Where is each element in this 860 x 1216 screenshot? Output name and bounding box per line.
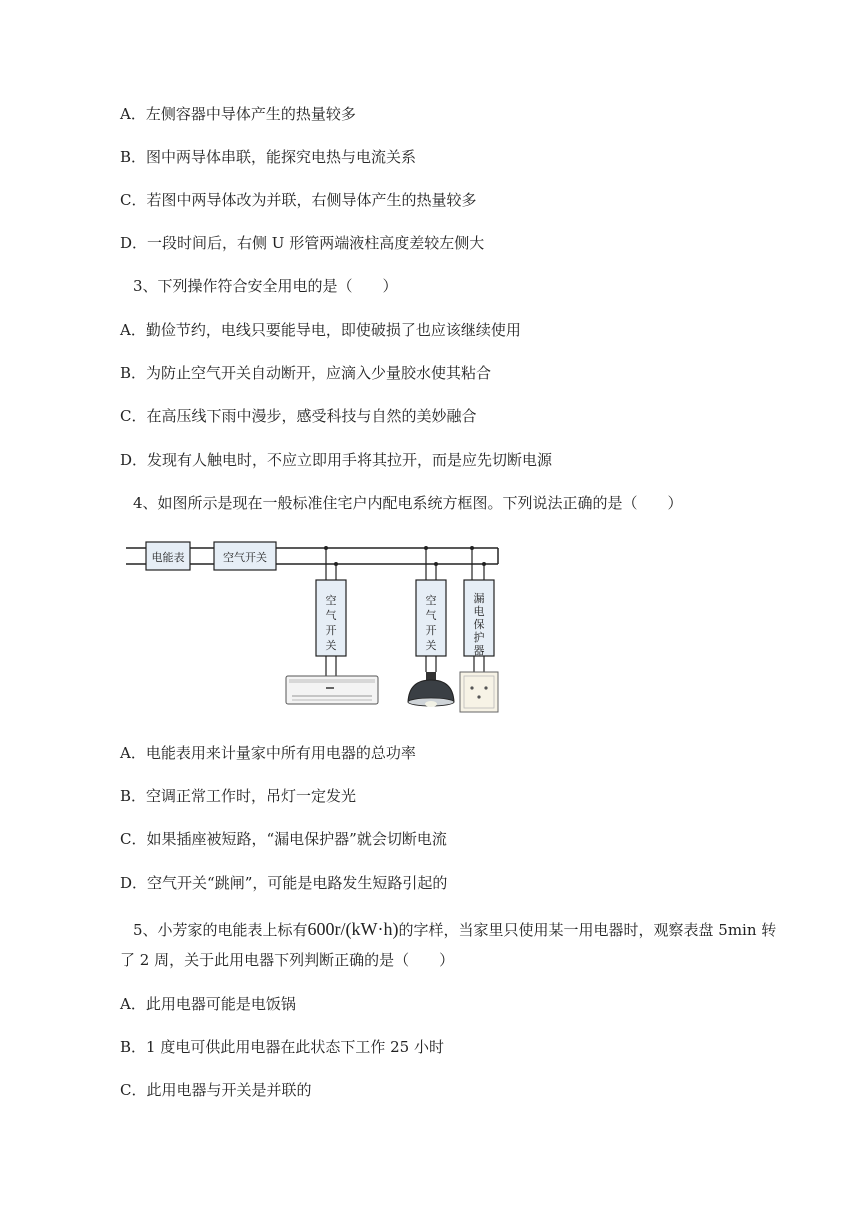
- vertical-label-text: 空气开关: [325, 594, 337, 652]
- wall-socket-icon: [460, 672, 498, 712]
- q4-option-d: D．空气开关“跳闸”，可能是电路发生短路引起的: [120, 874, 448, 892]
- q5-meter-constant: 600r/(kW·h): [307, 919, 399, 939]
- meter-label: 电能表: [151, 551, 185, 564]
- q5-option-c: C．此用电器与开关是并联的: [120, 1081, 312, 1099]
- main-breaker-label: 空气开关: [223, 551, 267, 564]
- q3-option-c: C．在高压线下雨中漫步，感受科技与自然的美妙融合: [120, 407, 477, 425]
- q4-stem: 4、如图所示是现在一般标准住宅户内配电系统方框图。下列说法正确的是（ ）: [133, 494, 683, 512]
- q2-option-a: A．左侧容器中导体产生的热量较多: [120, 105, 356, 123]
- q5-option-a: A．此用电器可能是电饭锅: [120, 995, 296, 1013]
- q5-stem-line2: 了 2 周，关于此用电器下列判断正确的是（ ）: [120, 951, 455, 969]
- q3-stem: 3、下列操作符合安全用电的是（ ）: [133, 277, 398, 295]
- q5-stem: [133, 919, 776, 940]
- vertical-label-text: 漏电保护器: [473, 592, 485, 657]
- distribution-diagram: [126, 536, 506, 718]
- q3-option-d: D．发现有人触电时，不应立即用手将其拉开，而是应先切断电源: [120, 451, 553, 469]
- vertical-label-text: 空气开关: [425, 594, 437, 652]
- q4-option-a: A．电能表用来计量家中所有用电器的总功率: [120, 744, 416, 762]
- q5-stem-post: 的字样，当家里只使用某一用电器时，观察表盘 5min 转: [398, 921, 777, 939]
- q4-option-c: C．如果插座被短路，“漏电保护器”就会切断电流: [120, 830, 447, 848]
- q3-option-a: A．勤俭节约，电线只要能导电，即使破损了也应该继续使用: [120, 321, 521, 339]
- q5-stem-pre: 5、小芳家的电能表上标有: [133, 921, 308, 939]
- air-conditioner-icon: [286, 676, 378, 704]
- q4-option-b: B．空调正常工作时，吊灯一定发光: [120, 787, 357, 805]
- q2-option-b: B．图中两导体串联，能探究电热与电流关系: [120, 148, 417, 166]
- pendant-lamp-icon: [408, 672, 454, 707]
- q2-option-c: C．若图中两导体改为并联，右侧导体产生的热量较多: [120, 191, 477, 209]
- q3-option-b: B．为防止空气开关自动断开，应滴入少量胶水使其粘合: [120, 364, 492, 382]
- branch3-label: [474, 592, 485, 657]
- q2-option-d: D．一段时间后，右侧 U 形管两端液柱高度差较左侧大: [120, 234, 485, 252]
- q5-option-b: B．1 度电可供此用电器在此状态下工作 25 小时: [120, 1038, 444, 1056]
